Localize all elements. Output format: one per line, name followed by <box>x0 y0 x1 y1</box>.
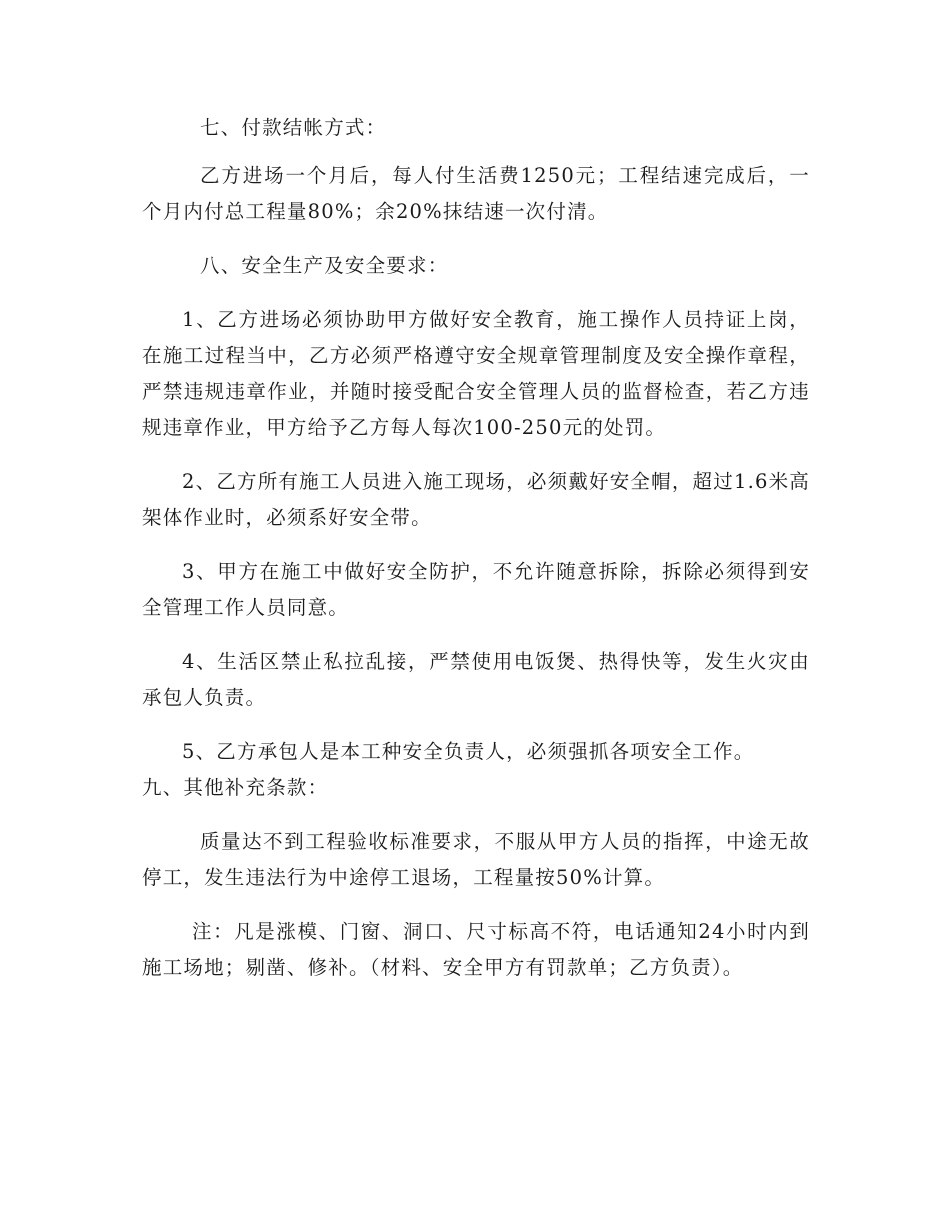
safety-clause-1: 1、乙方进场必须协助甲方做好安全教育，施工操作人员持证上岗，在施工过程当中，乙方必须严格遵守安全规章管理制度及安全操作章程，严禁违规违章作业，并随时接受配合安全管理人员的监督检查，若乙方违规违章作业，甲方给予乙方每人每次100-250元的处罚。 <box>142 308 810 439</box>
section-heading-payment: 七、付款结帐方式： <box>200 116 387 139</box>
section-heading-supplementary: 九、其他补充条款： <box>142 776 329 799</box>
safety-clause-5: 5、乙方承包人是本工种安全负责人，必须强抓各项安全工作。 <box>182 740 755 763</box>
supplementary-quality-paragraph: 质量达不到工程验收标准要求，不服从甲方人员的指挥，中途无故停工，发生违法行为中途停工退场，工程量按50%计算。 <box>142 830 810 889</box>
section-heading-safety: 八、安全生产及安全要求： <box>200 254 449 277</box>
supplementary-note-paragraph: 注：凡是涨模、门窗、洞口、尺寸标高不符，电话通知24小时内到施工场地；剔凿、修补。（材料、安全甲方有罚款单；乙方负责）。 <box>142 920 810 979</box>
safety-clause-4: 4、生活区禁止私拉乱接，严禁使用电饭煲、热得快等，发生火灾由承包人负责。 <box>142 650 810 709</box>
safety-clause-2: 2、乙方所有施工人员进入施工现场，必须戴好安全帽，超过1.6米高架体作业时，必须系好安全带。 <box>142 470 810 529</box>
document-body <box>142 110 810 986</box>
payment-terms-paragraph: 乙方进场一个月后，每人付生活费1250元；工程结速完成后，一个月内付总工程量80%；余20%抹结速一次付清。 <box>142 164 810 223</box>
safety-clause-3: 3、甲方在施工中做好安全防护，不允许随意拆除，拆除必须得到安全管理工作人员同意。 <box>142 560 810 619</box>
